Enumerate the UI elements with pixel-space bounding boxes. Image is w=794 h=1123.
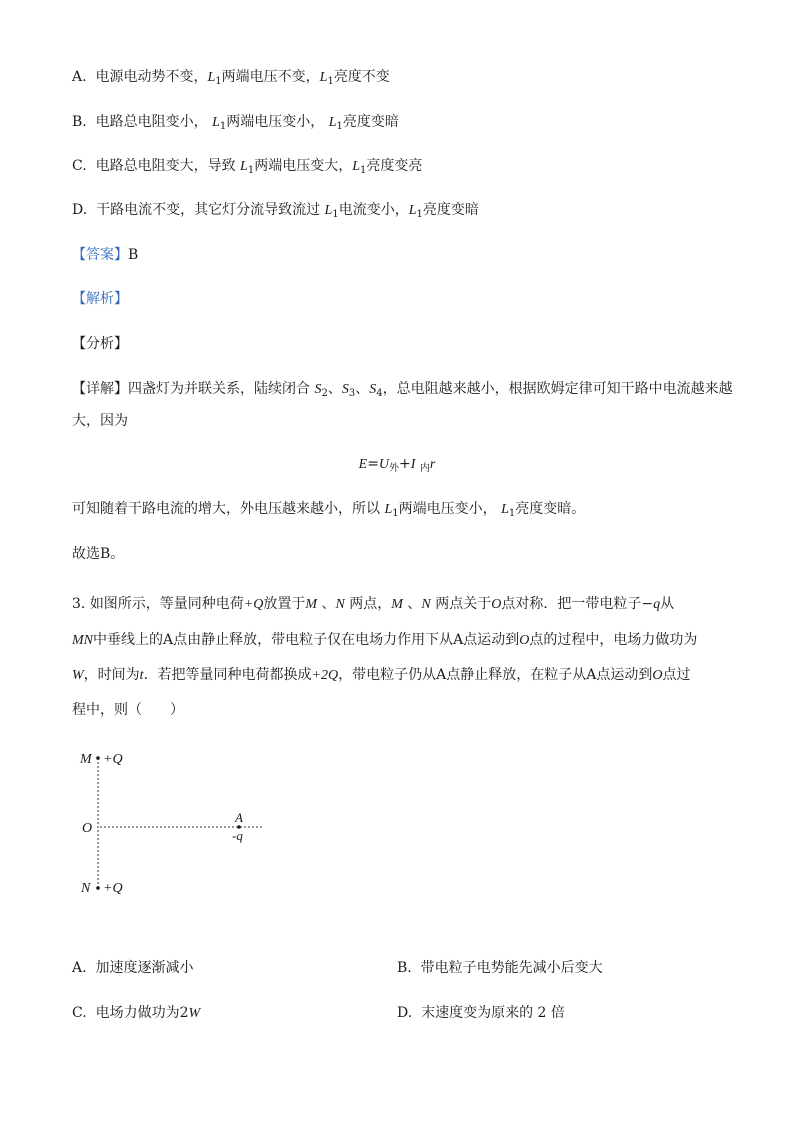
option-b-q3: B. 带电粒子电势能先减小后变大 <box>397 960 603 976</box>
analysis-label: 【解析】 <box>72 291 128 307</box>
option-c-q2: C. 电路总电阻变大，导致 $L_1$两端电压变大，$L_1$亮度变亮 <box>72 158 423 176</box>
q3-line-3: W，时间为t．若把等量同种电荷都换成+2Q，带电粒子仍从A点静止释放，在粒子从A点运动到O点过 <box>72 667 691 683</box>
option-a-q3: A. 加速度逐渐减小 <box>72 960 194 976</box>
q3-line-4: 程中，则（ ） <box>72 702 184 718</box>
label-m: M <box>80 752 92 767</box>
charge-m-dot <box>96 756 100 760</box>
detail-line-2: 大，因为 <box>72 413 128 429</box>
answer-label: 【答案】 <box>72 247 128 263</box>
label-plus-q-top: +Q <box>103 752 123 767</box>
answer-line <box>72 245 138 265</box>
conclusion-line: 可知随着干路电流的增大，外电压越来越小，所以 $L_1$两端电压变小， $L_1$亮度变暗。 <box>72 501 586 519</box>
detail-line-1: 【详解】四盏灯为并联关系，陆续闭合 $S_2$、$S_3$、$S_4$，总电阻越来越小，根据欧姆定律可知干路中电流越来越 <box>72 381 733 399</box>
answer-value: B <box>128 247 139 263</box>
formula: $E=U_外+I$ $_内$r <box>358 456 436 474</box>
option-b-q2: B. 电路总电阻变小， $L_1$两端电压变小， $L_1$亮度变暗 <box>72 114 399 132</box>
label-plus-q-bottom: +Q <box>103 881 123 896</box>
charge-n-dot <box>96 886 100 890</box>
q3-line-2: MN中垂线上的A点由静止释放，带电粒子仅在电场力作用下从A点运动到O点的过程中，电场力做功为 <box>72 632 698 648</box>
option-c-q3: C. 电场力做功为2W <box>72 1005 201 1021</box>
q3-line-1: 3. 如图所示，等量同种电荷+Q放置于M 、N 两点，M 、N 两点关于O点对称．把一带电粒子−q从 <box>72 596 675 612</box>
option-d-q2: D. 干路电流不变，其它灯分流导致流过 $L_1$电流变小，$L_1$亮度变暗 <box>72 202 479 220</box>
option-a-q2: A. 电源电动势不变，$L_1$两端电压不变，$L_1$亮度不变 <box>72 69 390 87</box>
label-neg-q: -q <box>232 828 243 843</box>
charge-diagram <box>70 740 270 900</box>
label-n: N <box>81 881 91 896</box>
fenxi-label: 【分析】 <box>72 336 128 352</box>
label-a: A <box>235 810 243 825</box>
label-o: O <box>82 821 93 836</box>
choose-line: 故选B。 <box>72 546 125 562</box>
option-d-q3: D. 末速度变为原来的 2 倍 <box>397 1005 565 1021</box>
